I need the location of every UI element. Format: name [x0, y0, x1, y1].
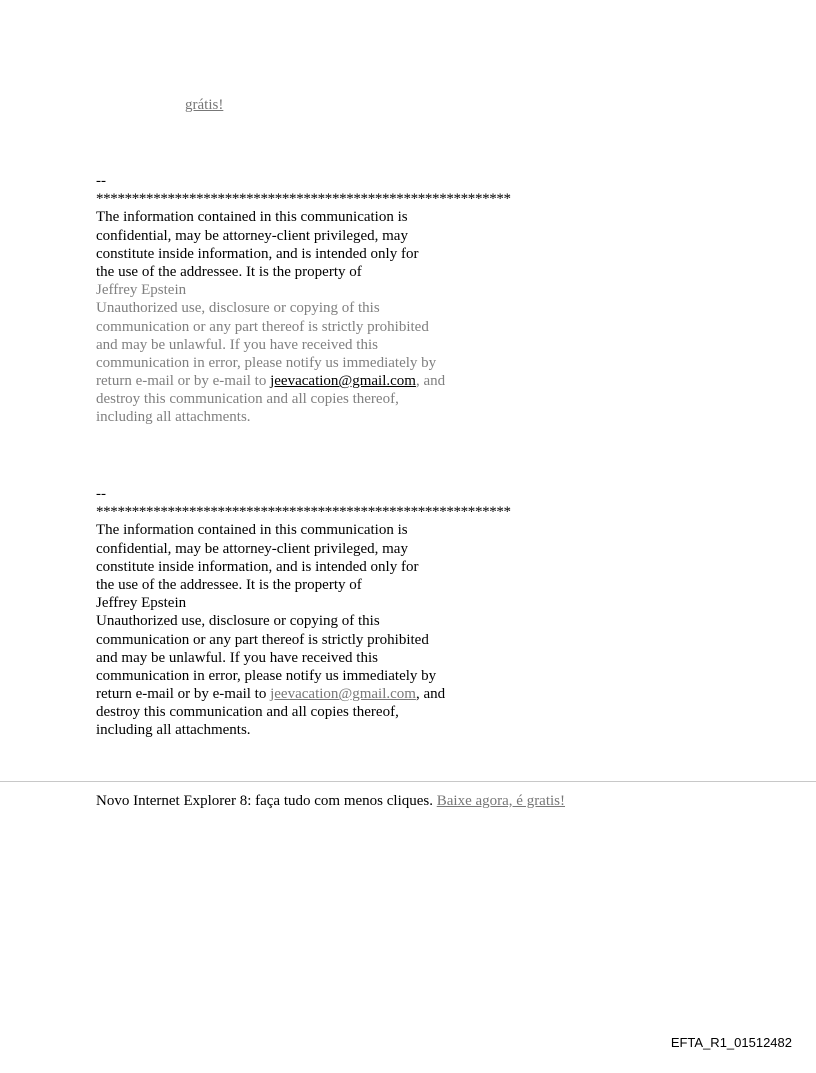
gratis-link[interactable]: grátis! — [185, 97, 224, 113]
footer-promo — [96, 793, 565, 810]
disclaimer-line: confidential, may be attorney-client privileged, may — [96, 227, 408, 244]
disclaimer-line: including all attachments. — [96, 722, 251, 739]
disclaimer-line: communication or any part thereof is strictly prohibited — [96, 318, 429, 335]
email-link[interactable]: jeevacation@gmail.com — [270, 373, 416, 390]
download-link[interactable]: Baixe agora, é gratis! — [436, 793, 566, 809]
disclaimer-line: communication or any part thereof is strictly prohibited — [96, 631, 429, 648]
document-id: EFTA_R1_01512482 — [670, 1035, 792, 1050]
email-suffix: , and — [415, 686, 446, 703]
disclaimer-line: constitute inside information, and is intended only for — [96, 245, 419, 262]
disclaimer-email-line — [96, 685, 511, 703]
disclaimer-line: communication in error, please notify us immediately by — [96, 354, 437, 371]
disclaimer-line: including all attachments. — [96, 409, 251, 426]
disclaimer-email-line — [96, 372, 511, 390]
disclaimer-line: and may be unlawful. If you have received this — [96, 336, 378, 353]
email-prefix: return e-mail or by e-mail to — [96, 686, 271, 703]
disclaimer-line: destroy this communication and all copies thereof, — [96, 704, 399, 721]
disclaimer-line: constitute inside information, and is intended only for — [96, 558, 419, 575]
disclaimer-line: The information contained in this communication is — [96, 209, 408, 226]
disclaimer-line: Unauthorized use, disclosure or copying of this — [96, 300, 380, 317]
disclaimer-block-1 — [96, 172, 511, 427]
asterisk-rule: ********************************************************** — [96, 191, 511, 208]
separator: -- — [96, 173, 106, 189]
disclaimer-line: confidential, may be attorney-client privileged, may — [96, 540, 408, 557]
disclaimer-line: the use of the addressee. It is the property of — [96, 576, 362, 593]
disclaimer-line: destroy this communication and all copies thereof, — [96, 391, 399, 408]
email-suffix: , and — [415, 373, 446, 390]
email-prefix: return e-mail or by e-mail to — [96, 373, 271, 390]
separator: -- — [96, 486, 106, 502]
asterisk-rule: ********************************************************** — [96, 504, 511, 521]
disclaimer-line: communication in error, please notify us immediately by — [96, 667, 437, 684]
disclaimer-line: and may be unlawful. If you have received this — [96, 649, 378, 666]
footer-text: Novo Internet Explorer 8: faça tudo com menos cliques. — [96, 793, 437, 809]
disclaimer-line: The information contained in this communication is — [96, 522, 408, 539]
email-link[interactable]: jeevacation@gmail.com — [270, 686, 416, 703]
disclaimer-block-2 — [96, 485, 511, 740]
disclaimer-line: Jeffrey Epstein — [96, 282, 187, 299]
horizontal-divider — [0, 781, 816, 782]
disclaimer-line: the use of the addressee. It is the property of — [96, 263, 362, 280]
disclaimer-line: Unauthorized use, disclosure or copying of this — [96, 613, 380, 630]
disclaimer-line: Jeffrey Epstein — [96, 595, 187, 612]
